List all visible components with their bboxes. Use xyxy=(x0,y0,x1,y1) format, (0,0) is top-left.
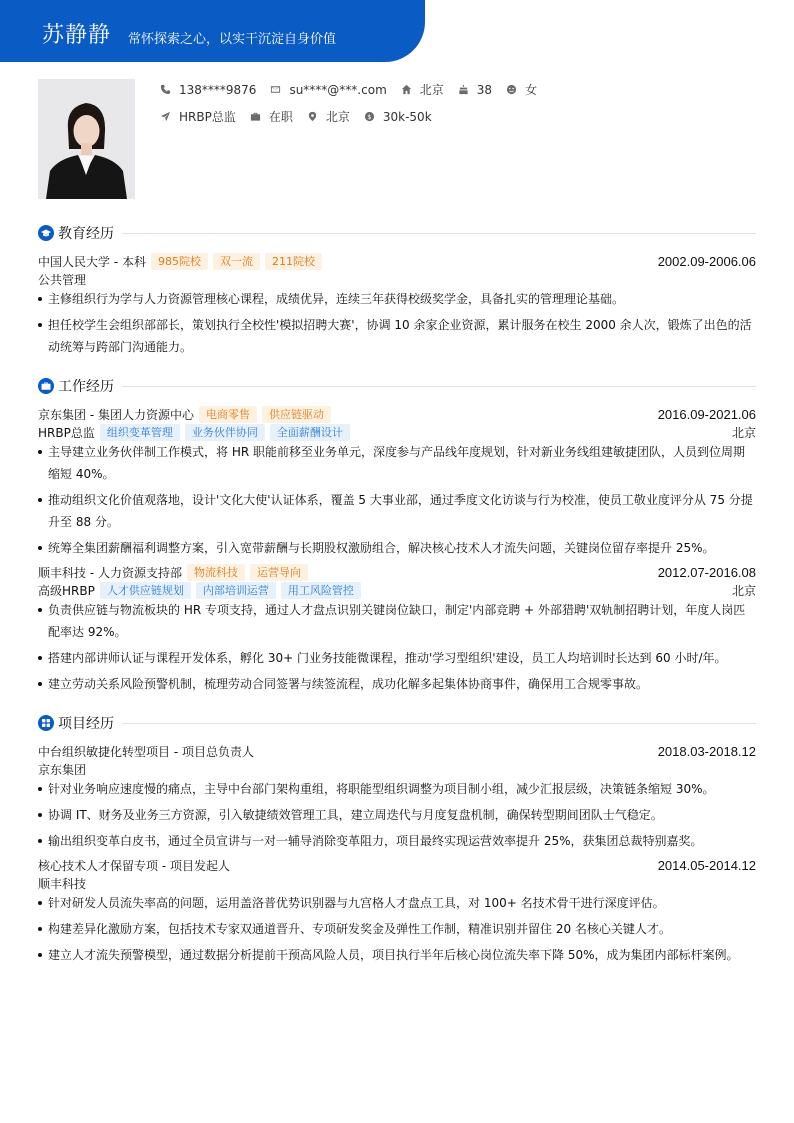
work-section-header xyxy=(38,377,756,395)
project-org: 顺丰科技 xyxy=(38,876,87,891)
project-org-row xyxy=(38,874,756,892)
industry-tag: 运营导向 xyxy=(250,564,308,581)
section-divider xyxy=(122,386,756,387)
section-divider xyxy=(122,233,756,234)
list-item: 建立劳动关系风险预警机制，梳理劳动合同签署与续签流程，成功化解多起集体协商事件，确保用工合规零事故。 xyxy=(38,673,756,695)
school-tag: 双一流 xyxy=(213,253,260,270)
graduation-cap-icon xyxy=(38,225,54,241)
education-section-header xyxy=(38,224,756,242)
section-title: 项目经历 xyxy=(58,716,114,732)
profile-photo xyxy=(38,79,135,199)
age-item: 38 xyxy=(458,83,492,97)
list-item: 输出组织变革白皮书，通过全员宣讲与一对一辅导消除变革阻力，项目最终实现运营效率提升 25%，获集团总裁特别嘉奖。 xyxy=(38,830,756,852)
grid-icon xyxy=(38,715,54,731)
phone-item: 138****9876 xyxy=(160,83,256,97)
work-city: 北京 xyxy=(731,583,756,598)
list-item: 协调 IT、财务及业务三方资源，引入敏捷绩效管理工具，建立周迭代与月度复盘机制，确保转型期间团队士气稳定。 xyxy=(38,804,756,826)
education-entry-header xyxy=(38,252,756,270)
work-entry-header xyxy=(38,405,756,423)
industry-tag: 物流科技 xyxy=(187,564,245,581)
work-date: 2016.09-2021.06 xyxy=(657,406,756,422)
school-tag: 985院校 xyxy=(151,253,208,270)
contact-info-row xyxy=(160,81,551,98)
list-item: 针对研发人员流失率高的问题，运用盖洛普优势识别器与九宫格人才盘点工具，对 100+ 名技术骨干进行深度评估。 xyxy=(38,892,756,914)
job-role: HRBP总监 xyxy=(38,425,95,440)
education-major-row xyxy=(38,270,756,288)
list-item: 搭建内部讲师认证与课程开发体系，孵化 30+ 门业务技能微课程，推动'学习型组织'建设，员工人均培训时长达到 60 小时/年。 xyxy=(38,647,756,669)
mail-icon xyxy=(270,84,281,95)
section-title: 工作经历 xyxy=(58,379,114,395)
briefcase-icon xyxy=(38,378,54,394)
work-role-row xyxy=(38,423,756,441)
list-item: 统筹全集团薪酬福利调整方案，引入宽带薪酬与长期股权激励组合，解决核心技术人才流失问题，关键岗位留存率提升 25%。 xyxy=(38,537,756,559)
cake-icon xyxy=(458,84,469,95)
school-name: 中国人民大学 - 本科 xyxy=(38,254,146,269)
project-section-header xyxy=(38,714,756,732)
work-role-row xyxy=(38,581,756,599)
company-name: 顺丰科技 - 人力资源支持部 xyxy=(38,565,182,580)
project-date: 2014.05-2014.12 xyxy=(657,857,756,873)
skill-tag: 全面薪酬设计 xyxy=(270,424,350,441)
job-info-row xyxy=(160,108,446,125)
project-name: 中台组织敏捷化转型项目 - 项目总负责人 xyxy=(38,744,254,759)
work-date: 2012.07-2016.08 xyxy=(657,564,756,580)
send-icon xyxy=(160,111,171,122)
project-date: 2018.03-2018.12 xyxy=(657,743,756,759)
gender-item: 女 xyxy=(506,81,537,98)
hometown-item: 北京 xyxy=(401,81,444,98)
position-item: HRBP总监 xyxy=(160,108,236,125)
list-item: 担任校学生会组织部部长，策划执行全校性'模拟招聘大赛'，协调 10 余家企业资源，累计服务在校生 2000 余人次，锻炼了出色的活动统筹与跨部门沟通能力。 xyxy=(38,314,756,358)
skill-tag: 内部培训运营 xyxy=(196,582,276,599)
list-item: 负责供应链与物流板块的 HR 专项支持，通过人才盘点识别关键岗位缺口，制定'内部竞聘 + 外部猎聘'双轨制招聘计划，年度人岗匹配率达 92%。 xyxy=(38,599,756,643)
phone-icon xyxy=(160,84,171,95)
work-city: 北京 xyxy=(731,425,756,440)
status-item: 在职 xyxy=(250,108,293,125)
svg-text:$: $ xyxy=(367,112,372,121)
industry-tag: 电商零售 xyxy=(199,406,257,423)
list-item: 主导建立业务伙伴制工作模式，将 HR 职能前移至业务单元，深度参与产品线年度规划，针对新业务线组建敏捷团队，人员到位周期缩短 40%。 xyxy=(38,441,756,485)
project-entry-header xyxy=(38,856,756,874)
major: 公共管理 xyxy=(38,272,87,287)
list-item: 推动组织文化价值观落地，设计'文化大使'认证体系，覆盖 5 大事业部，通过季度文化访谈与行为校准，使员工敬业度评分从 75 分提升至 88 分。 xyxy=(38,489,756,533)
target-city-item: 北京 xyxy=(307,108,350,125)
home-icon xyxy=(401,84,412,95)
list-item: 建立人才流失预警模型，通过数据分析提前干预高风险人员，项目执行半年后核心岗位流失率下降 50%，成为集团内部标杆案例。 xyxy=(38,944,756,966)
candidate-name: 苏静静 xyxy=(42,23,112,48)
list-item: 构建差异化激励方案，包括技术专家双通道晋升、专项研发奖金及弹性工作制，精准识别并留住 20 名核心关键人才。 xyxy=(38,918,756,940)
skill-tag: 用工风险管控 xyxy=(281,582,361,599)
company-name: 京东集团 - 集团人力资源中心 xyxy=(38,407,194,422)
skill-tag: 组织变革管理 xyxy=(100,424,180,441)
section-divider xyxy=(122,723,756,724)
briefcase-icon xyxy=(250,111,261,122)
education-date: 2002.09-2006.06 xyxy=(657,253,756,269)
candidate-motto: 常怀探索之心，以实干沉淀自身价值 xyxy=(128,32,337,47)
school-tag: 211院校 xyxy=(265,253,322,270)
list-item: 针对业务响应速度慢的痛点，主导中台部门架构重组，将职能型组织调整为项目制小组，减少汇报层级，决策链条缩短 30%。 xyxy=(38,778,756,800)
project-name: 核心技术人才保留专项 - 项目发起人 xyxy=(38,858,230,873)
project-entry-header xyxy=(38,742,756,760)
gender-icon xyxy=(506,84,517,95)
email-item: su****@***.com xyxy=(270,83,386,97)
industry-tag: 供应链驱动 xyxy=(262,406,331,423)
work-entry-header xyxy=(38,563,756,581)
job-role: 高级HRBP xyxy=(38,583,95,598)
project-org: 京东集团 xyxy=(38,762,87,777)
skill-tag: 业务伙伴协同 xyxy=(185,424,265,441)
skill-tag: 人才供应链规划 xyxy=(100,582,191,599)
project-org-row xyxy=(38,760,756,778)
money-icon xyxy=(364,111,375,122)
salary-item: $ 30k-50k xyxy=(364,110,432,124)
location-pin-icon xyxy=(307,111,318,122)
section-title: 教育经历 xyxy=(58,226,114,242)
list-item: 主修组织行为学与人力资源管理核心课程，成绩优异，连续三年获得校级奖学金，具备扎实的管理理论基础。 xyxy=(38,288,756,310)
